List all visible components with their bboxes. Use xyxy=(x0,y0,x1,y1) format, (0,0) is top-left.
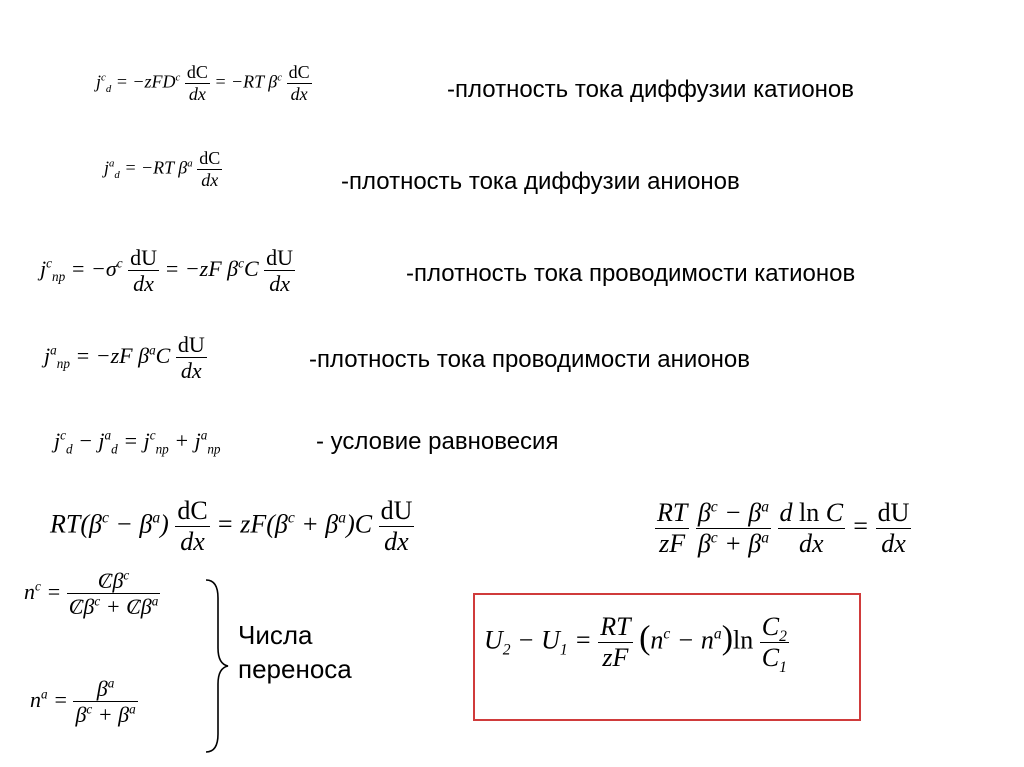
formula-transport-anion: $n^a$ = $\frac{\beta^a}{\beta^c + \beta^a}$ xyxy=(30,675,136,728)
formula-anion-conduction: $j^a_{np} = -zF$ $\beta^aC$ $\frac{dU}{dx}$ xyxy=(44,332,205,384)
desc-equilibrium: - условие равновесия xyxy=(316,428,559,455)
formula-derived: $\frac{RT}{zF}$ $\frac{\beta^c - \beta^a}{\beta^c + \beta^a}$ $\frac{\text{d ln C}}{dx}$ = $\frac{dU}{dx}$ xyxy=(657,498,910,558)
formula-transport-cation: $n^c$ = $\frac{C\beta^c}{C\beta^c + C\beta^a}$ xyxy=(24,567,159,620)
formula-cation-diffusion: $j^c_d = -zFD^c$ $\frac{dC}{dx}$ = −RT $\beta^c$ $\frac{dC}{dx}$ xyxy=(96,62,310,104)
formula-cation-conduction: $j^c_{np} = -\sigma^c$ $\frac{dU}{dx}$ = −zF $\beta^cC$ $\frac{dU}{dx}$ xyxy=(40,245,294,297)
brace-icon xyxy=(202,578,232,754)
formula-final-result: $U_2 - U_1$ = $\frac{RT}{zF}$ $(n^c - n^a)\ln$ $\frac{C_2}{C_1}$ xyxy=(484,612,787,677)
desc-anion-diffusion: -плотность тока диффузии анионов xyxy=(341,168,740,195)
formula-combined: $RT(\beta^c - \beta^a)$ $\frac{dC}{dx}$ = $zF(\beta^c + \beta^a)C$ $\frac{dU}{dx}$ xyxy=(50,496,413,556)
formula-equilibrium: $j^c_d - j^a_d = j^c_{np} + j^a_{np}$ xyxy=(54,427,221,457)
formula-anion-diffusion: $j^a_d = -RT$ $\beta^a$ $\frac{dC}{dx}$ xyxy=(104,148,221,190)
desc-cation-conduction: -плотность тока проводимости катионов xyxy=(406,260,856,287)
transport-numbers-label: Числа переноса xyxy=(238,620,352,684)
desc-cation-diffusion: -плотность тока диффузии катионов xyxy=(447,76,855,103)
desc-anion-conduction: -плотность тока проводимости анионов xyxy=(309,346,750,373)
